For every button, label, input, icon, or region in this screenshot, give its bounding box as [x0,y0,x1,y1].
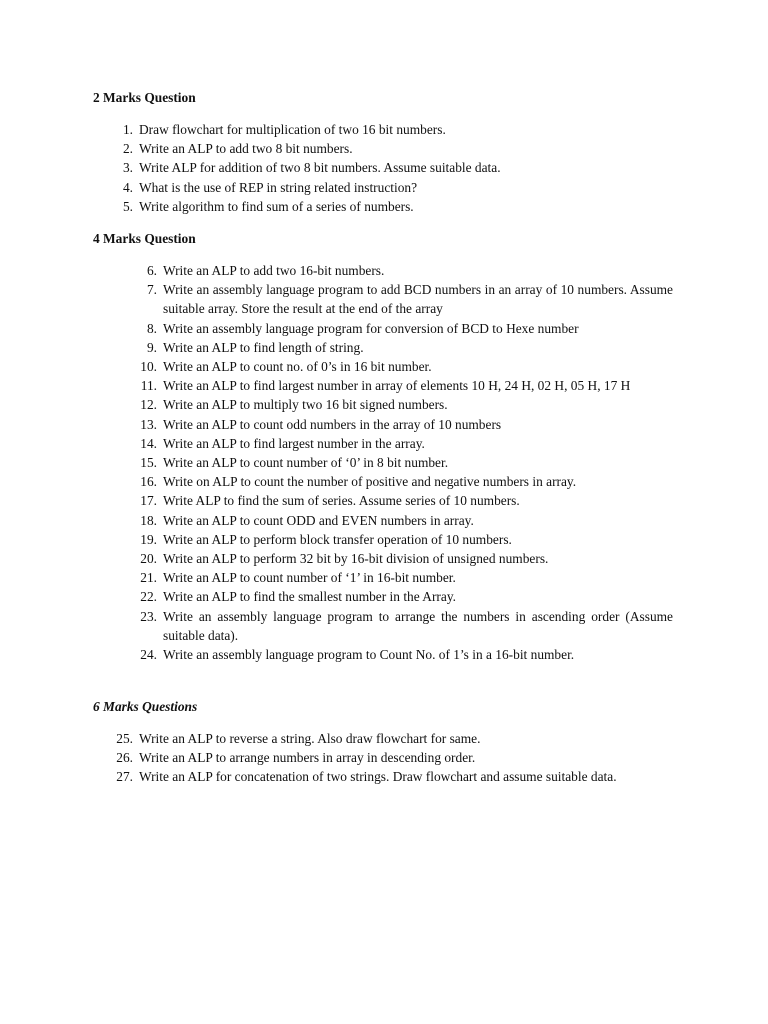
question-number: 5. [122,198,133,214]
question-text: Write an ALP to perform block transfer operation of 10 numbers. [163,531,512,547]
question-number: 23. [140,608,157,624]
question-number: 1. [122,122,133,137]
question-item [122,178,679,197]
question-text: Draw flowchart for multiplication of two 16 bit numbers. [139,122,446,137]
question-item [140,568,673,587]
question-item [140,607,673,645]
question-item [140,587,673,606]
question-text: Write an ALP to add two 8 bit numbers. [139,141,353,157]
question-text: Write an ALP to count number of ‘0’ in 8 bit number. [163,455,449,471]
question-item [116,748,673,767]
question-number: 3. [122,160,133,176]
question-number: 22. [140,589,157,605]
question-text: Write an ALP to reverse a string. Also draw flowchart for same. [139,731,481,746]
question-text: Write an ALP to multiply two 16 bit signed numbers. [163,397,448,413]
question-text: Write an assembly language program to add BCD numbers in an array of 10 numbers. Assume suitable array. Store the result at the end of the array [163,282,673,317]
question-text: Write on ALP to count the number of positive and negative numbers in array. [163,474,577,490]
question-number: 17. [140,493,157,509]
question-item [140,645,673,664]
question-number: 20. [140,551,157,567]
section-heading-4-marks: 4 Marks Question [93,231,196,246]
question-item [116,767,673,786]
question-list-4-marks [140,261,673,664]
question-item [140,453,673,472]
question-number: 11. [140,378,157,394]
section-heading-2-marks: 2 Marks Question [93,90,196,105]
question-number: 10. [140,359,157,375]
question-number: 25. [116,731,133,746]
question-item [146,338,673,357]
question-number: 12. [140,397,157,413]
question-item [146,319,673,338]
question-text: Write an ALP to perform 32 bit by 16-bit division of unsigned numbers. [163,551,549,567]
question-text: Write an ALP to find largest number in the array. [163,435,425,451]
question-number: 9. [146,339,157,355]
question-item [140,357,673,376]
question-item [140,415,673,434]
question-number: 13. [140,416,157,432]
question-item [140,530,673,549]
question-text: Write an ALP for concatenation of two strings. Draw flowchart and assume suitable data. [139,769,617,785]
question-item [140,395,673,414]
question-item [146,280,673,318]
question-text: Write ALP for addition of two 8 bit numbers. Assume suitable data. [139,160,501,176]
question-number: 18. [140,512,157,528]
question-item [140,511,673,530]
question-number: 15. [140,455,157,471]
question-item [140,549,673,568]
question-item [116,729,673,748]
question-text: Write an ALP to find largest number in array of elements 10 H, 24 H, 02 H, 05 H, 17 H [163,378,631,394]
question-item [146,261,673,280]
question-item [122,197,679,216]
question-number: 24. [140,647,157,663]
question-text: Write an ALP to arrange numbers in array in descending order. [139,750,476,766]
question-item [140,434,673,453]
question-text: What is the use of REP in string related instruction? [139,179,418,195]
question-number: 8. [146,320,157,336]
question-list-6-marks [116,729,673,787]
question-number: 4. [122,179,133,195]
question-text: Write an ALP to find the smallest number in the Array. [163,589,456,605]
question-number: 7. [146,282,157,298]
question-text: Write an ALP to count odd numbers in the array of 10 numbers [163,416,502,432]
question-text: Write an ALP to count ODD and EVEN numbers in array. [163,512,474,528]
question-item [140,376,673,395]
question-item [122,120,679,139]
question-number: 19. [140,531,157,547]
question-text: Write algorithm to find sum of a series of numbers. [139,198,414,214]
question-text: Write an assembly language program to arrange the numbers in ascending order (Assume suitable data). [163,608,673,643]
question-item [140,491,673,510]
question-number: 2. [122,141,133,157]
question-text: Write an ALP to count no. of 0’s in 16 bit number. [163,359,432,375]
question-number: 6. [146,263,157,278]
question-number: 14. [140,435,157,451]
section-heading-6-marks: 6 Marks Questions [93,699,198,714]
question-item [122,139,679,158]
question-text: Write an ALP to add two 16-bit numbers. [163,263,385,278]
question-number: 21. [140,570,157,586]
question-number: 26. [116,750,133,766]
question-text: Write ALP to find the sum of series. Assume series of 10 numbers. [163,493,520,509]
question-number: 27. [116,769,133,785]
question-item [122,158,679,177]
question-item [140,472,673,491]
question-number: 16. [140,474,157,490]
question-text: Write an ALP to find length of string. [163,339,364,355]
question-text: Write an assembly language program to Count No. of 1’s in a 16-bit number. [163,647,575,663]
question-list-2-marks [122,120,679,216]
question-text: Write an ALP to count number of ‘1’ in 16-bit number. [163,570,456,586]
question-text: Write an assembly language program for conversion of BCD to Hexe number [163,320,579,336]
